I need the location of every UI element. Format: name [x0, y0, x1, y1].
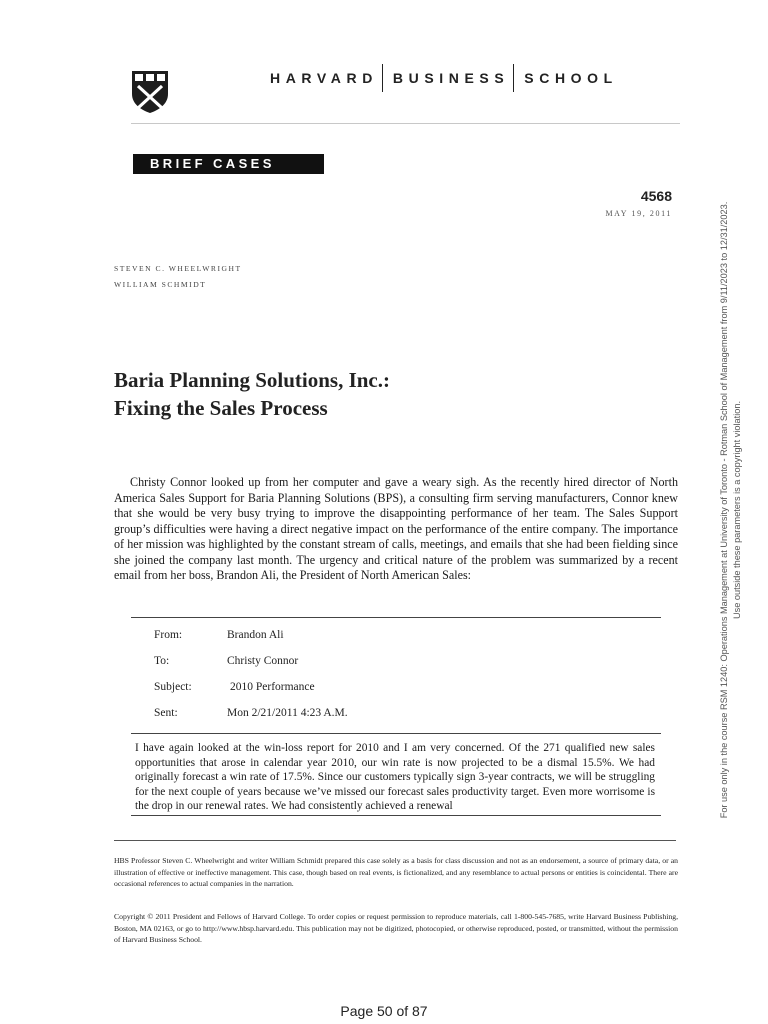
email-to-value: Christy Connor: [227, 655, 299, 667]
authorship-note: HBS Professor Steven C. Wheelwright and writer William Schmidt prepared this case solely as a basis for class discussion and not as an endorsement, a source of primary data, or an illustration of effective or ineffective management. This case, though based on real events, is fictionalized, and any resemblance to actual persons or entities is coincidental. There are occasional references to actual companies in the narration.: [114, 856, 678, 889]
harvard-business-school-wordmark: [270, 64, 680, 92]
intro-paragraph: Christy Connor looked up from her computer and gave a weary sigh. As the recently hired director of North America Sales Support for Baria Planning Solutions (BPS), a consulting firm serving manufacturers, Connor knew that she would be very busy trying to improve the disappointing performance of her team. The Sales Support group’s difficulties were having a direct negative impact on the performance of the entire company. The importance of her mission was highlighted by the constant stream of calls, meetings, and emails that she had been fielding since she joined the company last month. The urgency and critical nature of the problem was summarized by a recent email from her boss, Brandon Ali, the President of North American Sales:: [114, 475, 678, 582]
author-name: WILLIAM SCHMIDT: [114, 280, 207, 289]
brief-cases-banner: BRIEF CASES: [133, 154, 324, 174]
case-title: [114, 366, 674, 422]
page-indicator: Page 50 of 87: [340, 1003, 428, 1019]
footnote-rule: [114, 840, 676, 841]
case-number: 4568: [640, 188, 672, 204]
license-line: For use only in the course RSM 1240: Operations Management at University of Toronto - Rotman School of Management from 9/11/2023 to 12/31/2023.: [719, 201, 729, 819]
header-rule: [131, 123, 680, 124]
email-to-label: To:: [154, 655, 170, 667]
author-name: STEVEN C. WHEELWRIGHT: [114, 264, 242, 273]
brand-divider: [513, 64, 514, 92]
brand-word-school: SCHOOL: [524, 70, 618, 86]
email-header-divider: [131, 733, 661, 734]
case-title-line: Fixing the Sales Process: [114, 396, 328, 420]
email-subject-label: Subject:: [154, 681, 192, 693]
license-notice: [718, 160, 748, 860]
email-sent-label: Sent:: [154, 707, 178, 719]
harvard-shield-logo: [131, 70, 169, 114]
case-title-line: Baria Planning Solutions, Inc.:: [114, 368, 390, 392]
email-bottom-rule: [131, 815, 661, 816]
email-subject-value: 2010 Performance: [230, 681, 315, 693]
copyright-note: Copyright © 2011 President and Fellows of Harvard College. To order copies or request permission to reproduce materials, call 1-800-545-7685, write Harvard Business Publishing, Boston, MA 02163, or go to http://www.hbsp.harvard.edu. This publication may not be digitized, photocopied, or otherwise reproduced, posted, or transmitted, without the permission of Harvard Business School.: [114, 912, 678, 945]
email-sent-value: Mon 2/21/2011 4:23 A.M.: [227, 707, 348, 719]
brand-word-business: BUSINESS: [392, 70, 510, 86]
brand-word-harvard: HARVARD: [270, 70, 378, 86]
license-line: Use outside these parameters is a copyright violation.: [732, 400, 742, 620]
email-from-label: From:: [154, 629, 183, 641]
license-sidebar: [718, 160, 748, 860]
email-body: I have again looked at the win-loss report for 2010 and I am very concerned. Of the 271 qualified new sales opportunities that arose in calendar year 2010, our win rate is now projected to be a dismal 15.5%. We had originally forecast a win rate of 17.5%. Since our customers typically sign 3-year contracts, we will be struggling for the next couple of years because we’ve missed our forecast sales productivity target. Even more worrisome is the drop in our renewal rates. We had consistently achieved a renewal: [135, 742, 655, 812]
case-date: MAY 19, 2011: [605, 209, 672, 218]
brand-divider: [382, 64, 383, 92]
email-top-rule: [131, 617, 661, 618]
email-from-value: Brandon Ali: [227, 629, 284, 641]
